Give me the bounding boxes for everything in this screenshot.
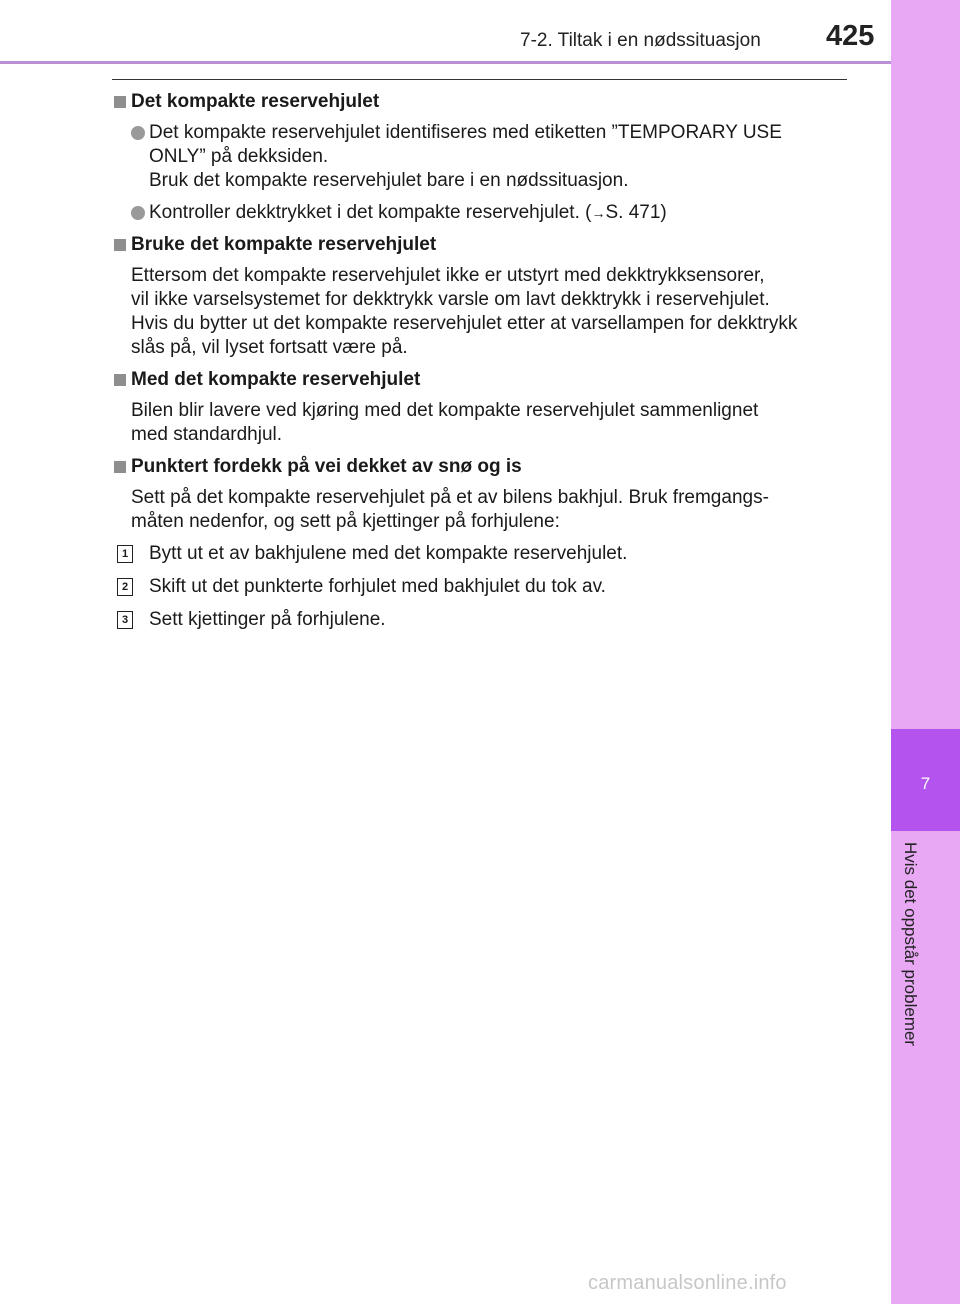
- paragraph-line: med standardhjul.: [131, 424, 283, 445]
- bullet-item: [112, 121, 847, 193]
- page-number: 425: [826, 20, 875, 52]
- paragraph-line: Bilen blir lavere ved kjøring med det kompakte reservehjulet sammenlignet: [131, 400, 759, 421]
- page-reference-link[interactable]: S. 471): [605, 202, 667, 223]
- heading-text: Punktert fordekk på vei dekket av snø og is: [131, 456, 522, 477]
- bullet-line: Bruk det kompakte reservehjulet bare i en nødssituasjon.: [149, 170, 629, 191]
- square-bullet-icon: [114, 461, 126, 473]
- circle-bullet-icon: [131, 126, 145, 140]
- step-number-badge: 2: [117, 578, 133, 596]
- page-content: [112, 90, 847, 641]
- bullet-text: [149, 201, 847, 225]
- paragraph: [112, 486, 847, 534]
- arrow-icon: →: [591, 205, 606, 221]
- paragraph-line: Sett på det kompakte reservehjulet på et av bilens bakhjul. Bruk fremgangs-: [131, 487, 769, 508]
- chapter-header: 7-2. Tiltak i en nødssituasjon: [520, 30, 761, 51]
- step-number-badge: 1: [117, 545, 133, 563]
- paragraph-line: Ettersom det kompakte reservehjulet ikke er utstyrt med dekktrykksensorer,: [131, 265, 765, 286]
- heading-text: Med det kompakte reservehjulet: [131, 369, 421, 390]
- square-bullet-icon: [114, 239, 126, 251]
- paragraph-line: slås på, vil lyset fortsatt være på.: [131, 337, 408, 358]
- section-heading: [112, 233, 847, 257]
- bullet-text-before: Kontroller dekktrykket i det kompakte reservehjulet. (: [149, 202, 592, 223]
- paragraph: [112, 399, 847, 447]
- section-heading: [112, 90, 847, 114]
- header-rule: [0, 61, 891, 64]
- heading-text: Det kompakte reservehjulet: [131, 91, 380, 112]
- content-rule: [112, 79, 847, 80]
- side-tab: [891, 0, 960, 1304]
- paragraph-line: måten nedenfor, og sett på kjettinger på forhjulene:: [131, 511, 560, 532]
- step-number-badge: 3: [117, 611, 133, 629]
- circle-bullet-icon: [131, 206, 145, 220]
- square-bullet-icon: [114, 374, 126, 386]
- bullet-line: ONLY” på dekksiden.: [149, 146, 329, 167]
- step-item: [112, 575, 847, 599]
- step-text: Sett kjettinger på forhjulene.: [149, 609, 386, 630]
- step-text: Bytt ut et av bakhjulene med det kompakte reservehjulet.: [149, 543, 628, 564]
- bullet-item: [112, 201, 847, 225]
- bullet-line: Det kompakte reservehjulet identifiseres med etiketten ”TEMPORARY USE: [149, 122, 782, 143]
- square-bullet-icon: [114, 96, 126, 108]
- section-heading: [112, 368, 847, 392]
- step-item: [112, 542, 847, 566]
- chapter-number-tab[interactable]: 7: [891, 729, 960, 831]
- step-text: Skift ut det punkterte forhjulet med bakhjulet du tok av.: [149, 576, 606, 597]
- paragraph-line: vil ikke varselsystemet for dekktrykk varsle om lavt dekktrykk i reservehjulet.: [131, 289, 770, 310]
- watermark: carmanualsonline.info: [588, 1272, 787, 1294]
- section-heading: [112, 455, 847, 479]
- chapter-title-tab[interactable]: Hvis det oppstår problemer: [901, 842, 920, 1047]
- paragraph: [112, 264, 847, 360]
- paragraph-line: Hvis du bytter ut det kompakte reservehjulet etter at varsellampen for dekktrykk: [131, 313, 798, 334]
- step-item: [112, 608, 847, 632]
- heading-text: Bruke det kompakte reservehjulet: [131, 234, 437, 255]
